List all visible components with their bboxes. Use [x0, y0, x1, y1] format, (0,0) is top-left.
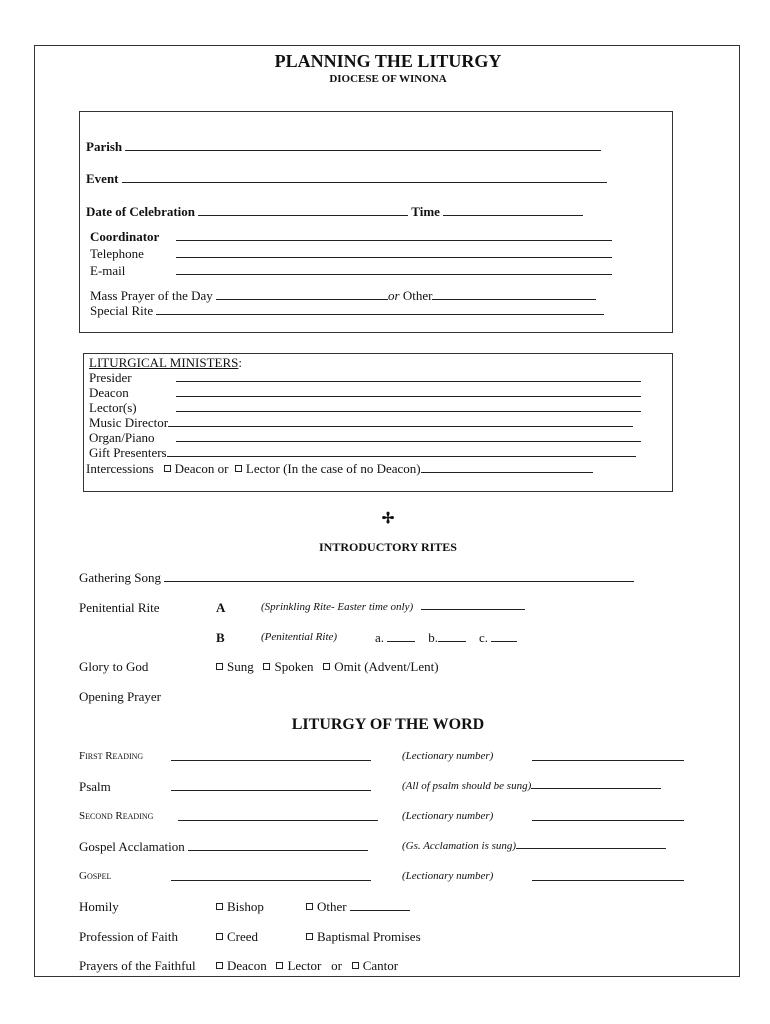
first-reading-lectionary-field[interactable]	[532, 750, 684, 763]
glory-options: Sung Spoken Omit (Advent/Lent)	[216, 660, 439, 673]
page-title: PLANNING THE LITURGY	[274, 51, 502, 71]
intercessions-deacon-label: Deacon or	[174, 461, 229, 476]
date-field[interactable]	[86, 205, 583, 218]
intercessions-lector-label: Lector (In the case of no Deacon)	[245, 461, 421, 476]
form-page	[34, 45, 740, 977]
opening-prayer-label: Opening Prayer	[79, 689, 161, 704]
intercessions-field[interactable]	[421, 472, 593, 473]
pf-deacon-checkbox[interactable]	[216, 962, 223, 969]
first-reading-label: First Reading	[79, 750, 144, 762]
special-rite-label: Special Rite	[90, 303, 154, 318]
spoken-checkbox[interactable]	[263, 663, 270, 670]
gospel-lectionary-label: (Lectionary number)	[402, 870, 494, 882]
pf-cantor-checkbox[interactable]	[352, 962, 359, 969]
second-reading-lectionary-field[interactable]	[532, 810, 684, 823]
organ-label: Organ/Piano	[89, 430, 155, 445]
omit-checkbox[interactable]	[323, 663, 330, 670]
homily-bishop-option: Bishop	[216, 900, 264, 913]
second-reading-field[interactable]	[178, 810, 378, 823]
homily-label: Homily	[79, 899, 119, 914]
homily-other-option: Other	[306, 900, 410, 913]
word-heading: LITURGY OF THE WORD	[291, 716, 485, 733]
event-field[interactable]	[86, 172, 607, 185]
parish-field[interactable]	[86, 140, 601, 153]
second-reading-label: Second Reading	[79, 810, 154, 822]
lector-checkbox[interactable]	[235, 465, 242, 472]
gospel-label: Gospel	[79, 870, 112, 882]
sung-checkbox[interactable]	[216, 663, 223, 670]
organ-field[interactable]	[176, 431, 641, 444]
creed-checkbox[interactable]	[216, 933, 223, 940]
option-b-choices[interactable]: a. b. c.	[375, 631, 517, 644]
email-label: E-mail	[90, 263, 126, 278]
pf-lector-checkbox[interactable]	[276, 962, 283, 969]
presider-field[interactable]	[176, 371, 641, 384]
event-label: Event	[86, 171, 119, 186]
penitential-rite-label: Penitential Rite	[79, 600, 160, 615]
lectors-field[interactable]	[176, 401, 641, 414]
gift-presenters-field[interactable]	[89, 446, 636, 459]
gospel-lectionary-field[interactable]	[532, 870, 684, 883]
intercessions-row	[86, 462, 593, 475]
music-director-label: Music Director	[89, 415, 169, 430]
psalm-field[interactable]	[171, 780, 371, 793]
email-field[interactable]	[176, 264, 612, 277]
gospel-acclamation-label: Gospel Acclamation	[79, 839, 185, 854]
psalm-note-field[interactable]: (All of psalm should be sung)	[402, 781, 661, 792]
bishop-checkbox[interactable]	[216, 903, 223, 910]
creed-option: Creed	[216, 930, 258, 943]
profession-label: Profession of Faith	[79, 929, 178, 944]
prayers-options: Deacon Lector or Cantor	[216, 959, 398, 972]
prayers-label: Prayers of the Faithful	[79, 958, 196, 973]
telephone-label: Telephone	[90, 246, 144, 261]
baptismal-option: Baptismal Promises	[306, 930, 421, 943]
telephone-field[interactable]	[176, 247, 612, 260]
deacon-checkbox[interactable]	[164, 465, 171, 472]
ministers-heading: LITURGICAL MINISTERS:	[89, 355, 242, 370]
deacon-field[interactable]	[176, 386, 641, 399]
coordinator-label: Coordinator	[90, 229, 160, 244]
homily-other-field[interactable]	[350, 910, 410, 911]
first-reading-field[interactable]	[171, 750, 371, 763]
other-label: Other	[402, 288, 433, 303]
special-rite-field[interactable]	[90, 304, 604, 317]
parish-label: Parish	[86, 139, 123, 154]
deacon-label: Deacon	[89, 385, 129, 400]
date-label: Date of Celebration	[86, 204, 196, 219]
acclamation-note-field[interactable]: (Gs. Acclamation is sung)	[402, 841, 666, 852]
option-a-note[interactable]: (Sprinkling Rite- Easter time only)	[261, 602, 525, 613]
mass-prayer-label: Mass Prayer of the Day	[90, 288, 213, 303]
gospel-acclamation-field[interactable]	[79, 840, 368, 853]
coordinator-field[interactable]	[176, 230, 612, 243]
first-reading-lectionary-label: (Lectionary number)	[402, 750, 494, 762]
event-info-box	[79, 111, 673, 333]
gathering-song-field[interactable]	[79, 571, 634, 584]
time-label: Time	[411, 204, 440, 219]
presider-label: Presider	[89, 370, 132, 385]
lectors-label: Lector(s)	[89, 400, 137, 415]
second-reading-lectionary-label: (Lectionary number)	[402, 810, 494, 822]
gospel-field[interactable]	[171, 870, 371, 883]
psalm-label: Psalm	[79, 779, 111, 794]
intro-rites-heading: INTRODUCTORY RITES	[319, 540, 457, 554]
glory-label: Glory to God	[79, 659, 149, 674]
mass-prayer-field[interactable]	[90, 289, 596, 302]
option-b-label: B	[216, 630, 225, 645]
baptismal-checkbox[interactable]	[306, 933, 313, 940]
option-a-label: A	[216, 600, 226, 615]
intercessions-label: Intercessions	[86, 461, 154, 476]
gift-presenters-label: Gift Presenters	[89, 445, 167, 460]
gathering-song-label: Gathering Song	[79, 570, 161, 585]
music-director-field[interactable]	[89, 416, 633, 429]
page-subtitle: DIOCESE OF WINONA	[329, 73, 447, 85]
option-b-note: (Penitential Rite)	[261, 631, 338, 643]
cross-icon: ✢	[381, 511, 395, 527]
ministers-box	[83, 353, 673, 492]
or-label: or	[388, 288, 400, 303]
homily-other-checkbox[interactable]	[306, 903, 313, 910]
